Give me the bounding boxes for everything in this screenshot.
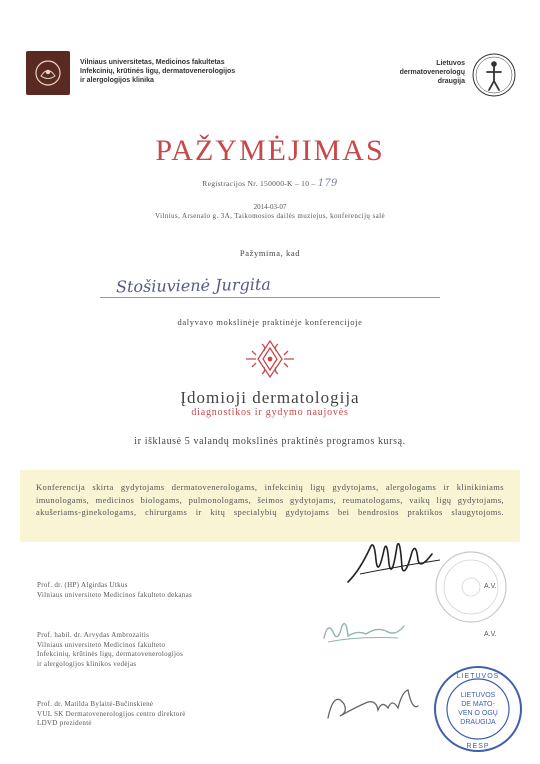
registration-label: Registracijos Nr. 150000-K – 10 – bbox=[202, 179, 316, 188]
event-venue: Vilnius, Arsenalo g. 3A, Taikomosios dailės muziejus, konferencijų salė bbox=[155, 212, 385, 220]
participation-statement: dalyvavo mokslinėje praktinėje konferencijoje bbox=[177, 317, 363, 327]
society-logo bbox=[470, 51, 518, 99]
signatory-name: Prof. dr. Matilda Bylaitė-Bučinskienė bbox=[37, 700, 154, 708]
conference-title: Įdomioji dermatologija bbox=[180, 388, 360, 407]
clinic-head-signature bbox=[318, 612, 408, 648]
stamp-center-line: DRAUGIJA bbox=[460, 719, 496, 726]
signatory-name: Prof. habil. dr. Arvydas Ambrozaitis bbox=[37, 631, 150, 639]
stamp-center-line: VEN O OGŲ bbox=[458, 710, 498, 717]
university-emblem-icon bbox=[26, 51, 70, 95]
seal-placeholder-label: A.V. bbox=[484, 583, 497, 590]
name-underline bbox=[100, 297, 440, 298]
signatory-position: Vilniaus universiteto Medicinos fakulteto dekanas bbox=[37, 590, 193, 599]
header-right-line: Lietuvos bbox=[436, 60, 465, 67]
signatory-position: VUL SK Dermatovenerologijos centro direktorė bbox=[37, 709, 186, 718]
header-institution bbox=[80, 58, 300, 85]
university-seal bbox=[432, 548, 510, 626]
signatory-position: LDVD prezidentė bbox=[37, 719, 92, 727]
event-date: 2014-03-07 bbox=[253, 203, 287, 211]
stamp-center-line: LIETUVOS bbox=[460, 692, 496, 699]
signatory-name: Prof. dr. (HP) Algirdas Utkus bbox=[37, 581, 128, 589]
header-left-line: Vilniaus universitetas, Medicinos fakultetas bbox=[80, 59, 225, 66]
registration-number bbox=[0, 178, 540, 189]
signatory-clinic-head bbox=[37, 631, 183, 669]
stamp-ring-bottom-text: RESP bbox=[466, 743, 490, 750]
president-signature bbox=[318, 680, 428, 730]
signatory-position: Vilniaus universiteto Medicinos fakulteto bbox=[37, 640, 166, 649]
signatory-dean bbox=[37, 581, 192, 600]
registration-handwritten-number: 179 bbox=[317, 178, 338, 189]
certify-statement: Pažymima, kad bbox=[239, 248, 301, 258]
signatory-position: Infekcinių, krūtinės ligų, dermatovenerologijos bbox=[37, 650, 184, 658]
completion-statement: ir išklausė 5 valandų mokslinės praktinės programos kursą. bbox=[134, 436, 406, 447]
header-left-line: Infekcinių, krūtinės ligų, dermatovenerologijos bbox=[80, 68, 236, 75]
signatory-position: ir alergologijos klinikos vedėjas bbox=[37, 659, 137, 668]
audience-text: Konferencija skirta gydytojams dermatovenerologams, infekcinių ligų gydytojams, alergologams ir klinikiniams imunologams, medicinos biologams, pulmonologams, šeimos gydytojams, reumatologams, vaikų ligų gydytojams, akušeriams-ginekologams, chirurgams ir kitų specialybių gydytojams bei bendrosios praktikos slaugytojoms. bbox=[36, 482, 504, 518]
signatory-society-president bbox=[37, 700, 186, 729]
lithuanian-ornament-icon bbox=[244, 338, 296, 380]
conference-subtitle: diagnostikos ir gydymo naujovės bbox=[191, 407, 349, 418]
stamp-center-line: DE MATO- bbox=[461, 701, 495, 708]
seal-placeholder-label: A.V. bbox=[484, 631, 497, 638]
recipient-name-handwritten: Stošiuvienė Jurgita bbox=[115, 274, 271, 297]
society-emblem-icon bbox=[470, 51, 518, 99]
university-logo bbox=[26, 51, 70, 95]
header-right-line: draugija bbox=[437, 78, 465, 85]
certificate-title: PAŽYMĖJIMAS bbox=[155, 134, 385, 167]
stamp-ring-text: LIETUVOS bbox=[456, 673, 500, 680]
header-left-line: ir alergologijos klinika bbox=[80, 77, 154, 84]
society-stamp bbox=[432, 664, 524, 754]
header-right-line: dermatovenerologų bbox=[399, 69, 465, 76]
header-society bbox=[385, 59, 465, 86]
